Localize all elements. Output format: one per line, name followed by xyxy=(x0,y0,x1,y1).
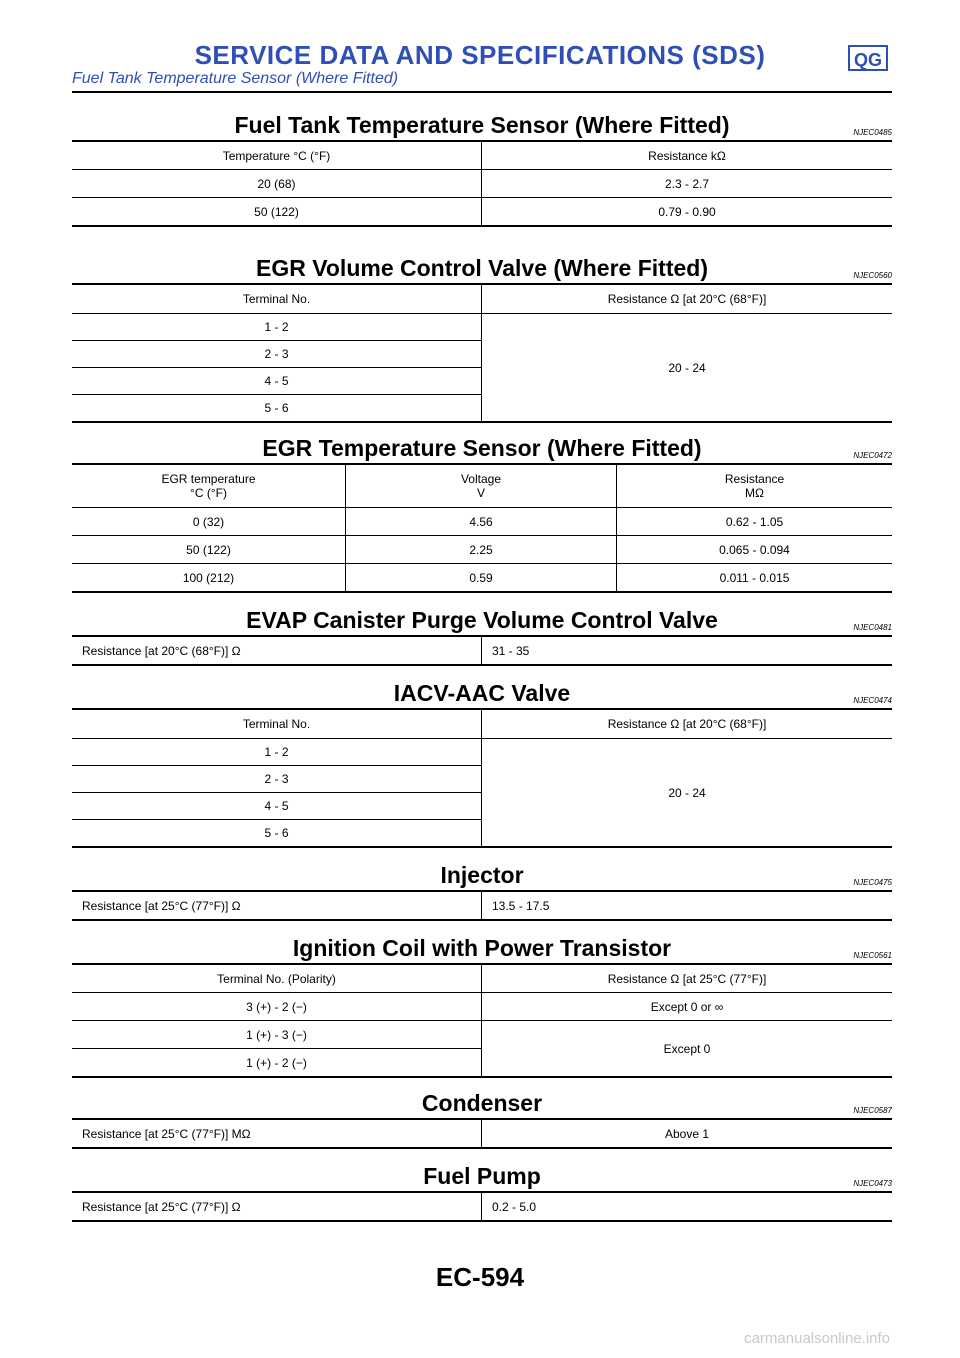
section-title: Injector xyxy=(440,862,524,888)
table-row: 3 (+) - 2 (−) Except 0 or ∞ xyxy=(72,993,892,1021)
spec-table xyxy=(72,465,892,593)
engine-badge: QG xyxy=(848,45,888,71)
table-row: 50 (122) 0.79 - 0.90 xyxy=(72,198,892,227)
table-row: 2 - 3 xyxy=(72,766,892,793)
table-row: 1 - 2 20 - 24 xyxy=(72,314,892,341)
section-code: NJEC0472 xyxy=(853,451,892,460)
page-number: EC-594 xyxy=(435,1262,525,1292)
section-title: EGR Temperature Sensor (Where Fitted) xyxy=(262,435,702,461)
table-row: 0 (32) 4.56 0.62 - 1.05 xyxy=(72,508,892,536)
table-row: 5 - 6 xyxy=(72,395,892,423)
section-code: NJEC0481 xyxy=(853,623,892,632)
table-row: Resistance [at 25°C (77°F)] Ω 0.2 - 5.0 xyxy=(72,1193,892,1221)
table-row: 2 - 3 xyxy=(72,341,892,368)
table-row: Resistance [at 25°C (77°F)] Ω 13.5 - 17.5 xyxy=(72,892,892,920)
page-header-title: SERVICE DATA AND SPECIFICATIONS (SDS) xyxy=(194,40,766,70)
section-title: EVAP Canister Purge Volume Control Valve xyxy=(246,607,718,633)
section-iacv-aac-valve xyxy=(72,660,892,848)
table-header-row: Terminal No. Resistance Ω [at 20°C (68°F)] xyxy=(72,710,892,739)
section-code: NJEC0473 xyxy=(853,1179,892,1188)
section-evap-purge-valve xyxy=(72,587,892,666)
spec-table xyxy=(72,285,892,423)
table-row: 100 (212) 0.59 0.011 - 0.015 xyxy=(72,564,892,593)
section-egr-temp-sensor xyxy=(72,415,892,593)
section-injector xyxy=(72,842,892,921)
section-code: NJEC0561 xyxy=(853,951,892,960)
section-egr-volume-control-valve xyxy=(72,235,892,423)
table-row: 4 - 5 xyxy=(72,368,892,395)
section-fuel-tank-temp-sensor xyxy=(72,92,892,227)
section-code: NJEC0474 xyxy=(853,696,892,705)
section-code: NJEC0560 xyxy=(853,271,892,280)
section-title: Fuel Tank Temperature Sensor (Where Fitted) xyxy=(234,112,730,138)
spec-table xyxy=(72,142,892,227)
section-condenser xyxy=(72,1070,892,1149)
table-row: Resistance [at 25°C (77°F)] MΩ Above 1 xyxy=(72,1120,892,1148)
page-header-subtitle: Fuel Tank Temperature Sensor (Where Fitted) xyxy=(72,70,399,87)
section-title: Condenser xyxy=(421,1090,543,1116)
merged-value-cell: 20 - 24 xyxy=(482,739,893,848)
table-row: 1 (+) - 3 (−) Except 0 xyxy=(72,1021,892,1049)
table-header-row: EGR temperature °C (°F) Voltage V Resistance MΩ xyxy=(72,465,892,508)
section-fuel-pump xyxy=(72,1143,892,1222)
table-row: 5 - 6 xyxy=(72,820,892,848)
section-title: Fuel Pump xyxy=(423,1163,541,1189)
section-title: EGR Volume Control Valve (Where Fitted) xyxy=(256,255,708,281)
section-code: NJEC0587 xyxy=(853,1106,892,1115)
section-title: IACV-AAC Valve xyxy=(393,680,571,706)
table-header-row: Terminal No. Resistance Ω [at 20°C (68°F)] xyxy=(72,285,892,314)
table-row: 1 (+) - 2 (−) xyxy=(72,1049,892,1078)
table-row: 50 (122) 2.25 0.065 - 0.094 xyxy=(72,536,892,564)
section-ignition-coil xyxy=(72,915,892,1078)
merged-value-cell: Except 0 xyxy=(482,1021,893,1078)
spec-table xyxy=(72,710,892,848)
table-header-row: Temperature °C (°F) Resistance kΩ xyxy=(72,142,892,170)
table-row: 4 - 5 xyxy=(72,793,892,820)
merged-value-cell: 20 - 24 xyxy=(482,314,893,423)
section-title: Ignition Coil with Power Transistor xyxy=(292,935,672,961)
watermark: carmanualsonline.info xyxy=(744,1330,890,1347)
table-row: 1 - 2 20 - 24 xyxy=(72,739,892,766)
table-header-row: Terminal No. (Polarity) Resistance Ω [at 25°C (77°F)] xyxy=(72,965,892,993)
spec-table xyxy=(72,1193,892,1222)
table-row: 20 (68) 2.3 - 2.7 xyxy=(72,170,892,198)
spec-table xyxy=(72,965,892,1078)
section-code: NJEC0485 xyxy=(853,128,892,137)
section-code: NJEC0475 xyxy=(853,878,892,887)
table-row: Resistance [at 20°C (68°F)] Ω 31 - 35 xyxy=(72,637,892,665)
